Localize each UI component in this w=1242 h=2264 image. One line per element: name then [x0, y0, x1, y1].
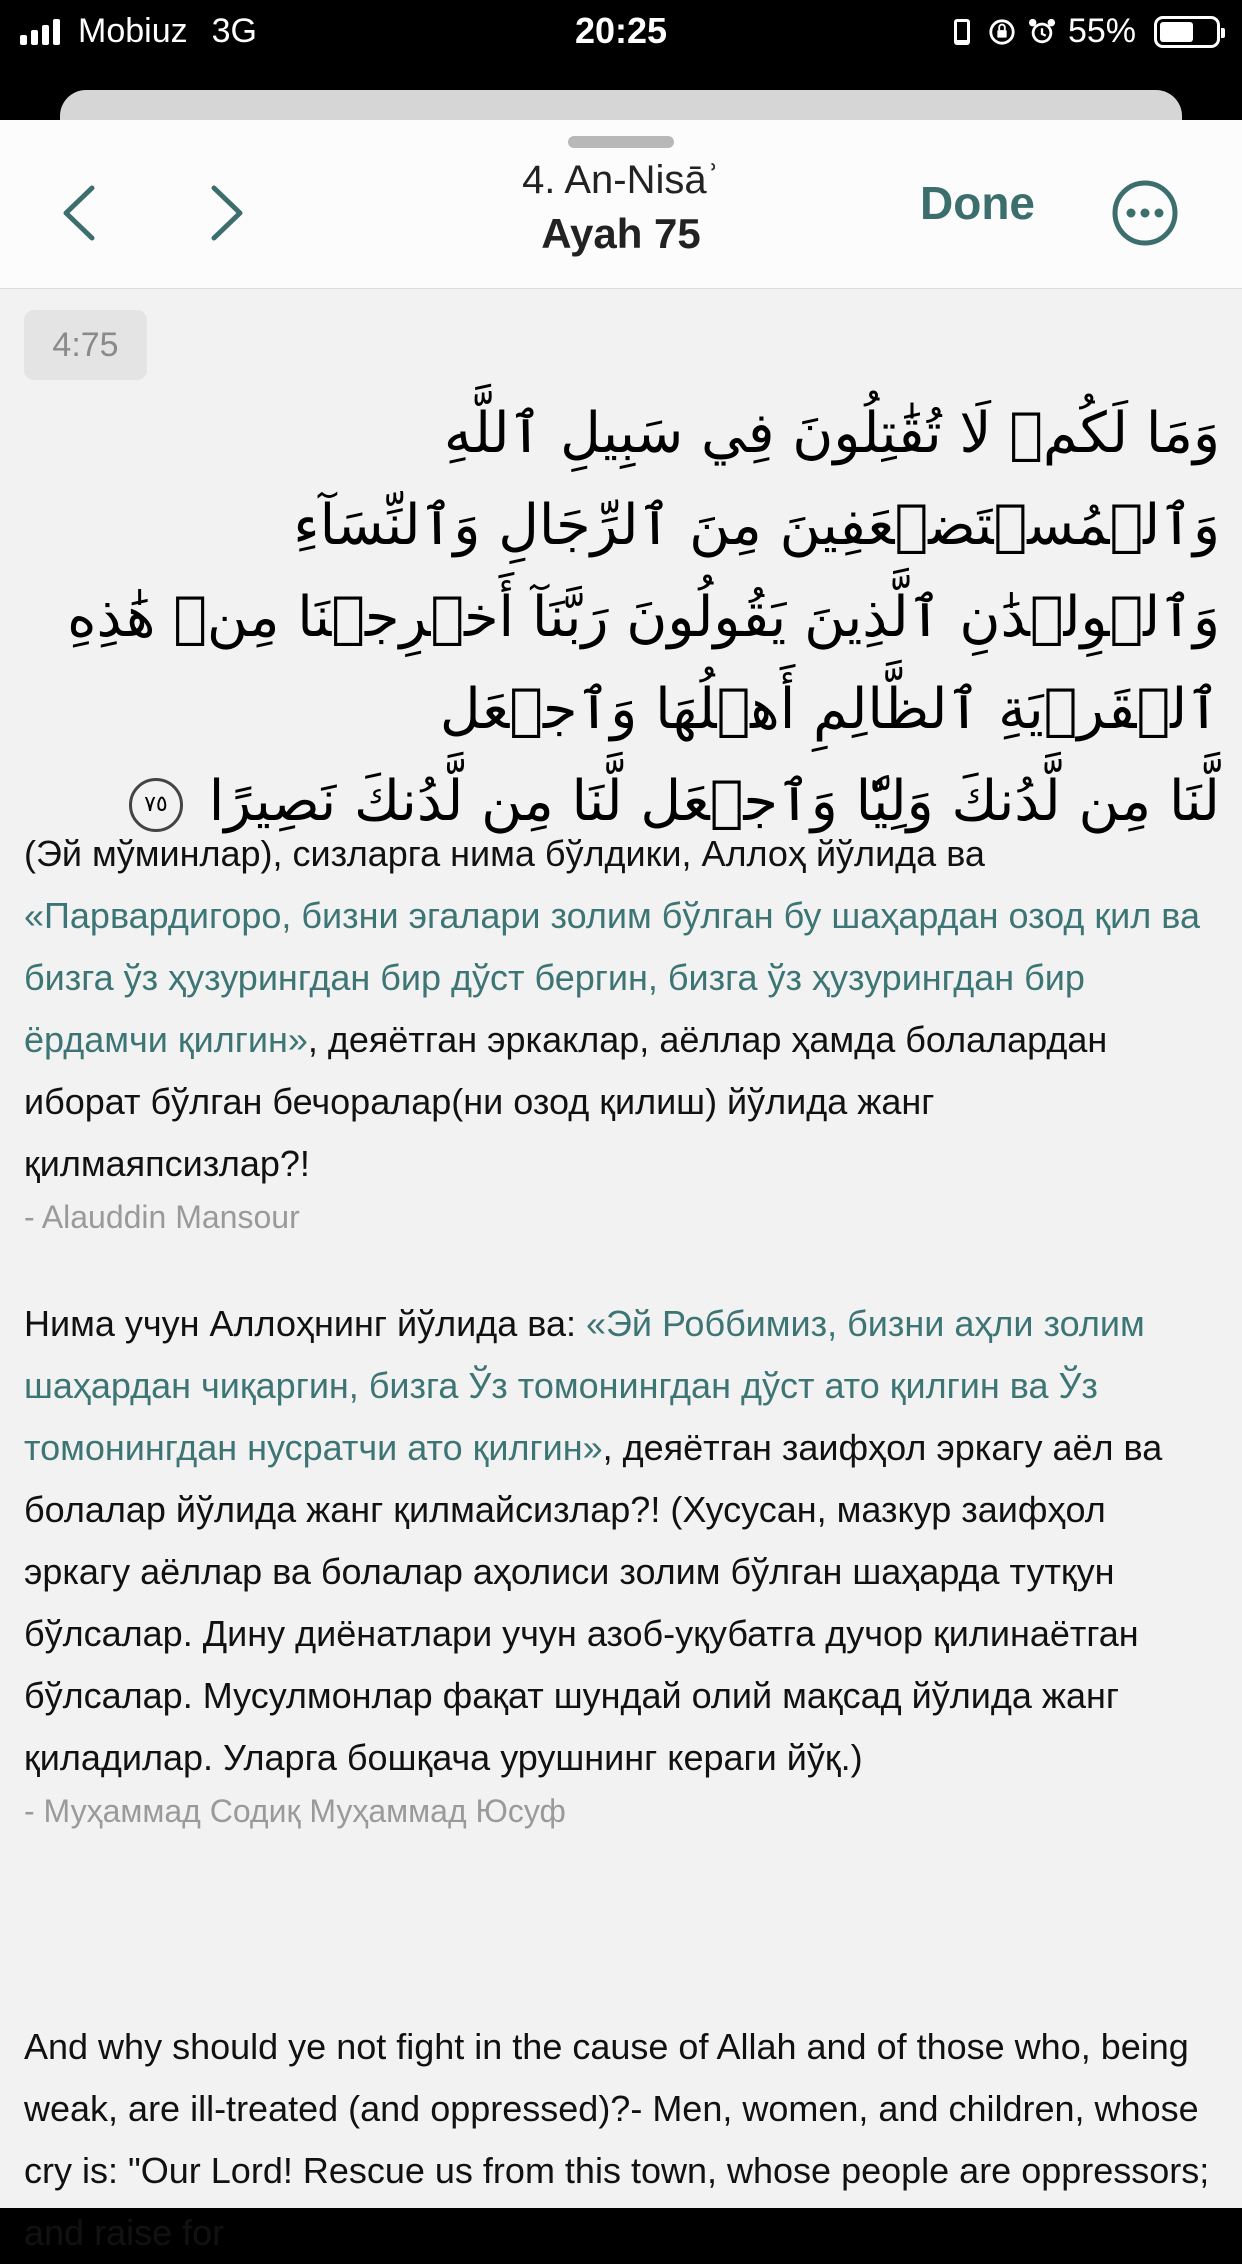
translation-text-part: , деяётган эркаклар, аёллар ҳамда болалардан иборат бўлган бечоралар(ни озод қилиш) йўлида жанг қилмаяпсизлар?!	[24, 1019, 1108, 1184]
translation-quote: «Парвардигоро, бизни эгалари золим бўлган бу шаҳардан озод қил ва бизга ўз ҳузурингдан бир дўст бергин, бизга ўз ҳузурингдан бир ёрдамчи қилгин»	[24, 895, 1201, 1060]
ayah-title: Ayah 75	[541, 210, 701, 257]
translation-block	[24, 1293, 1219, 1833]
grabber-handle[interactable]	[568, 136, 674, 148]
clock: 20:25	[574, 10, 668, 51]
network-label: 3G	[211, 12, 257, 50]
translation-text-part: , деяётган заифҳол эркагу аёл ва болалар йўлида жанг қилмайсизлар?! (Хусусан, мазкур заифҳол эркагу аёллар ва болалар аҳолиси золим бўлган шаҳарда тутқун бўлсалар. Дину диёнатлари учун азоб-уқубатга дучор қилинаётган бўлсалар. Мусулмонлар фақат шундай олий мақсад йўлида жанг қиладилар. Уларга бошқача урушнинг кераги йўқ.)	[24, 1427, 1163, 1778]
arabic-text	[20, 388, 1220, 848]
ayah-number-marker: ٧٥	[129, 778, 183, 832]
arabic-line: وَمَا لَكُمۡ لَا تُقَٰتِلُونَ فِي سَبِيلِ ٱللَّهِ وَٱلۡمُسۡتَضۡعَفِينَ مِنَ ٱلرِّجَالِ وَٱلنِّسَآءِ	[293, 401, 1220, 558]
more-options-button[interactable]	[1110, 178, 1180, 248]
portrait-lock-icon	[948, 17, 976, 47]
translation-author: - Alauddin Mansour	[24, 1199, 300, 1235]
sheet-header	[0, 120, 1242, 289]
translation-quote: «Эй Роббимиз, бизни аҳли золим шаҳардан чиқаргин, бизга Ўз томонингдан дўст ато қилгин ва Ўз томонингдан нусратчи ато қилгин»	[24, 1303, 1145, 1468]
verse-ref-badge: 4:75	[24, 310, 147, 380]
surah-title: 4. An-Nisāʾ	[522, 158, 720, 202]
translation-text	[24, 823, 1219, 1195]
translation-text-part: Нима учун Аллоҳнинг йўлида ва:	[24, 1303, 586, 1344]
done-button[interactable]: Done	[920, 177, 1035, 229]
title-block	[0, 154, 1242, 262]
status-bar	[0, 0, 1242, 64]
battery-icon	[1154, 16, 1220, 48]
translation-block	[24, 2016, 1219, 2264]
arabic-line-text: لَّنَا مِن لَّدُنكَ وَلِيّٗا وَٱجۡعَل لَّنَا مِن لَّدُنكَ نَصِيرًا	[208, 769, 1220, 834]
rotation-lock-icon	[988, 17, 1016, 47]
status-right	[948, 12, 1220, 51]
alarm-icon	[1028, 17, 1056, 47]
translation-text	[24, 1293, 1219, 1789]
translation-text-part: (Эй мўминлар), сизларга нима бўлдики, Аллоҳ йўлида ва	[24, 833, 985, 874]
arabic-line: وَٱلۡوِلۡدَٰنِ ٱلَّذِينَ يَقُولُونَ رَبَّنَآ أَخۡرِجۡنَا مِنۡ هَٰذِهِ ٱلۡقَرۡيَةِ ٱلظَّالِمِ أَهۡلُهَا وَٱجۡعَل	[67, 585, 1220, 742]
translation-text: And why should ye not fight in the cause of Allah and of those who, being weak, are ill-treated (and oppressed)?- Men, women, and children, whose cry is: "Our Lord! Rescue us from this town, whose people are oppressors; and raise for	[24, 2026, 1210, 2253]
translation-block	[24, 823, 1219, 1239]
verse-sheet	[0, 120, 1242, 2253]
battery-percent: 55%	[1067, 12, 1136, 50]
translation-author: - Муҳаммад Содиқ Муҳаммад Юсуф	[24, 1793, 566, 1829]
carrier-label: Mobiuz	[78, 12, 188, 50]
